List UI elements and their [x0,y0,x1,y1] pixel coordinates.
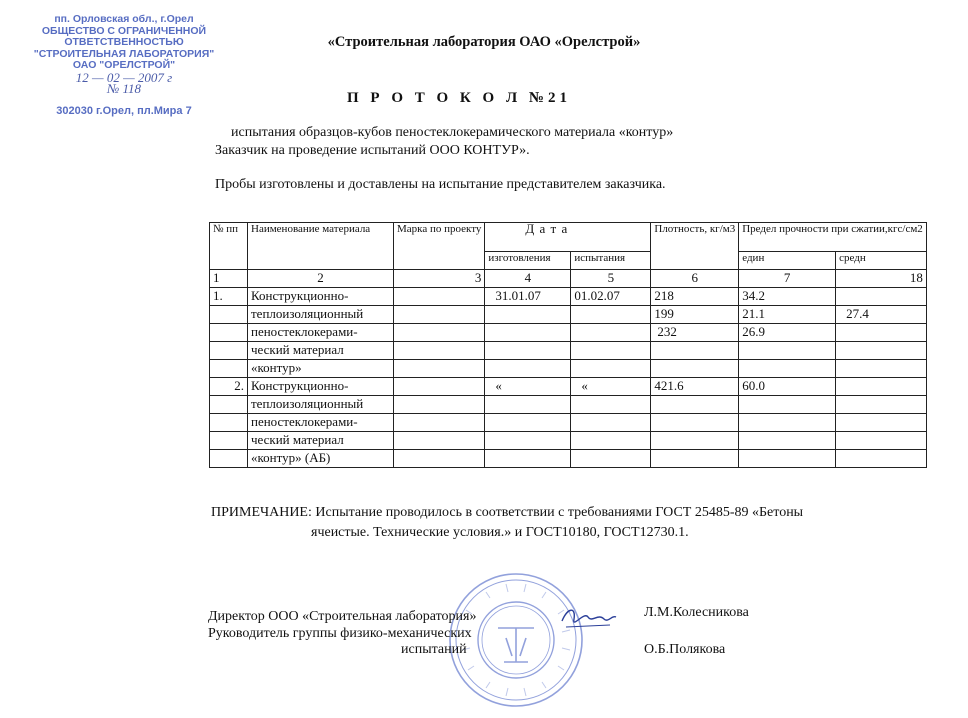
col-number: 7 [739,270,836,288]
cell [651,360,739,378]
cell [836,288,927,306]
stamp-line: ОБЩЕСТВО С ОГРАНИЧЕННОЙ [41,24,207,37]
stamp-line: "СТРОИТЕЛЬНАЯ ЛАБОРАТОРИЯ" [33,47,215,60]
table-row [210,396,927,414]
cell: « [485,378,571,396]
stamp-line: ОТВЕТСТВЕННОСТЬЮ [64,36,184,48]
header-date: Д а т а [485,223,651,252]
cell [394,414,485,432]
table-row [210,450,927,468]
cell [739,360,836,378]
cell [394,360,485,378]
document-header: «Строительная лаборатория ОАО «Орелстрой» [327,34,641,50]
col-number: 18 [836,270,927,288]
cell [571,360,651,378]
cell: «контур» (АБ) [248,450,394,468]
cell: пеностеклокерами- [248,324,394,342]
table-row [210,414,927,432]
cell [485,414,571,432]
cell [210,306,248,324]
cell: 34.2 [739,288,836,306]
cell [394,396,485,414]
cell [485,324,571,342]
cell: пеностеклокерами- [248,414,394,432]
document-title: П Р О Т О К О Л №21 [347,90,571,106]
signature-name-1: Л.М.Колесникова [644,605,749,620]
cell: 1. [210,288,248,306]
header-date-made: изготовления [485,252,571,270]
cell [836,378,927,396]
cell [210,432,248,450]
cell [485,432,571,450]
signature-role-2a: Руководитель группы физико-механических [208,626,472,641]
cell [739,414,836,432]
header-date-test: испытания [571,252,651,270]
header-density: Плотность, кг/м3 [651,223,739,270]
cell: теплоизоляционный [248,396,394,414]
cell [210,360,248,378]
cell: 232 [651,324,739,342]
cell [651,342,739,360]
intro-line-3: Пробы изготовлены и доставлены на испытание представителем заказчика. [215,177,666,192]
header-avg: средн [836,252,927,270]
col-number: 5 [571,270,651,288]
cell [836,414,927,432]
cell [651,396,739,414]
cell: 21.1 [739,306,836,324]
stamp-line: ОАО "ОРЕЛСТРОЙ" [72,59,176,71]
cell [485,450,571,468]
header-name: Наименование материала [248,223,394,270]
cell [210,396,248,414]
col-number: 3 [394,270,485,288]
col-number: 6 [651,270,739,288]
header-mark: Марка по проекту [394,223,485,270]
table-row [210,324,927,342]
cell [485,360,571,378]
cell [485,342,571,360]
cell [210,450,248,468]
cell: ческий материал [248,432,394,450]
cell [836,396,927,414]
table-row [210,306,927,324]
cell [394,288,485,306]
cell [836,324,927,342]
cell [394,306,485,324]
cell [394,450,485,468]
cell [739,396,836,414]
cell: 218 [651,288,739,306]
stamp-address: 302030 г.Орел, пл.Мира 7 [56,104,192,117]
cell [571,414,651,432]
cell: 2. [210,378,248,396]
col-number: 2 [248,270,394,288]
cell [571,342,651,360]
table-row [210,378,927,396]
cell [836,450,927,468]
cell [739,450,836,468]
col-number: 4 [485,270,571,288]
note-line-1: ПРИМЕЧАНИЕ: Испытание проводилось в соответствии с требованиями ГОСТ 25485-89 «Бетоны [211,505,804,520]
table-row [210,432,927,450]
cell [210,414,248,432]
cell: 60.0 [739,378,836,396]
signature-name-2: О.Б.Полякова [644,642,726,657]
col-number: 1 [210,270,248,288]
registration-stamp [4,14,244,117]
cell: 01.02.07 [571,288,651,306]
cell: 421.6 [651,378,739,396]
intro-line-1: испытания образцов-кубов пеностеклокерамического материала «контур» [231,125,674,140]
header-strength: Предел прочности при сжатии,кгс/см2 [739,223,927,252]
cell: Конструкционно- [248,378,394,396]
cell: 199 [651,306,739,324]
stamp-line: пп. Орловская обл., г.Орел [54,13,194,25]
cell [485,396,571,414]
table-row [210,342,927,360]
cell: Конструкционно- [248,288,394,306]
cell [571,324,651,342]
header-single: един [739,252,836,270]
note-line-2: ячеистые. Технические условия.» и ГОСТ10180, ГОСТ12730.1. [311,525,689,540]
table-header-row [210,223,927,252]
cell [651,450,739,468]
signature-role-1: Директор ООО «Строительная лаборатория» [208,609,477,624]
cell [571,396,651,414]
cell [485,306,571,324]
cell: «контур» [248,360,394,378]
table-row [210,288,927,306]
cell: 27.4 [836,306,927,324]
column-number-row [210,270,927,288]
cell [836,342,927,360]
cell [571,450,651,468]
cell [210,324,248,342]
cell [394,432,485,450]
header-num: № пп [210,223,248,270]
cell [836,432,927,450]
cell [571,432,651,450]
cell [394,378,485,396]
cell: « [571,378,651,396]
cell [571,306,651,324]
intro-line-2: Заказчик на проведение испытаний ООО КОНТУР». [215,143,530,158]
results-table [209,222,927,468]
signature-icon [558,603,618,633]
signature-role-2b: испытаний [401,642,467,657]
stamp-date: 12 — 02 — 2007 г [75,69,173,85]
cell: теплоизоляционный [248,306,394,324]
cell [394,342,485,360]
cell: 26.9 [739,324,836,342]
cell [651,432,739,450]
cell [739,432,836,450]
cell [394,324,485,342]
cell [651,414,739,432]
cell [210,342,248,360]
table-row [210,360,927,378]
note [211,503,803,543]
cell [739,342,836,360]
cell: 31.01.07 [485,288,571,306]
cell [836,360,927,378]
stamp-number: № 118 [106,81,142,96]
cell: ческий материал [248,342,394,360]
